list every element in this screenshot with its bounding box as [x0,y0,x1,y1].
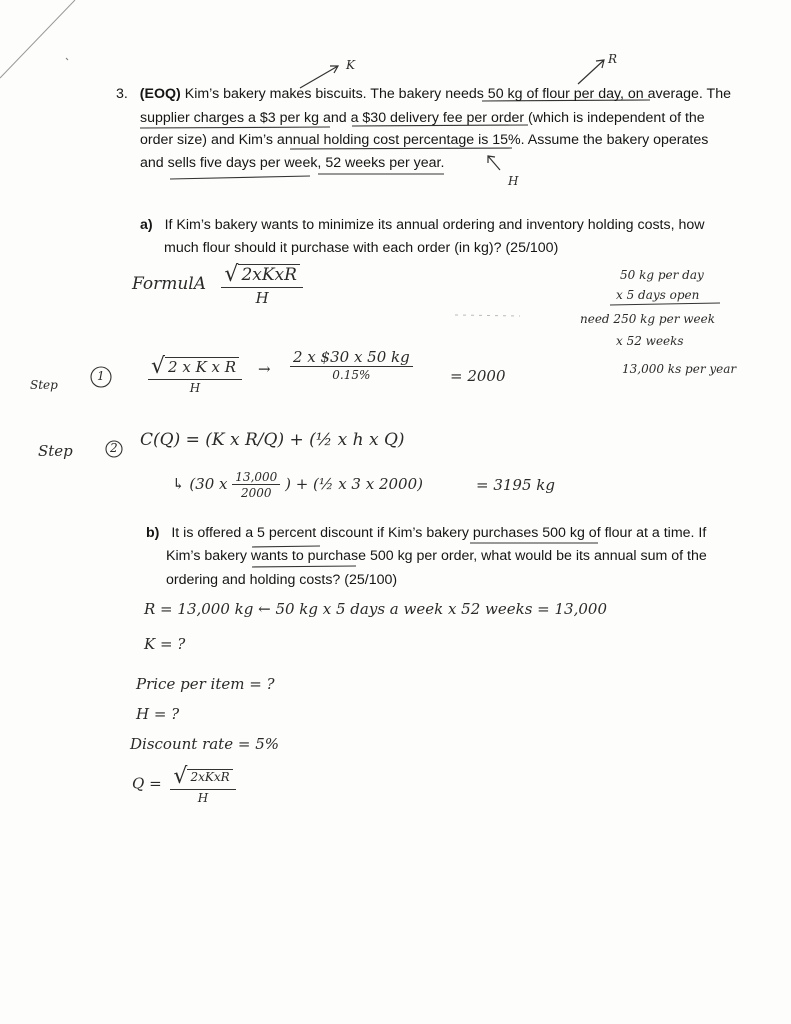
q-numerator: 2xKxR [187,769,232,784]
step2-calc-prefix: ↳ (30 x [172,475,228,493]
side-note-4: x 52 weeks [616,334,684,348]
step1-label: Step [30,378,58,392]
q-denominator: H [197,791,209,805]
underline-q4 [170,176,310,179]
part-b-text-3: ordering and holding costs? (25/100) [166,572,398,588]
question-text-2: supplier charges a $3 per kg and a $30 delivery fee per order (which is independent of the [140,110,705,126]
side-note-1: 50 kg per day [620,268,704,282]
annotation-h: H [508,174,519,188]
part-a-label: a) [140,217,153,233]
step2-label: Step [38,442,73,460]
step2-calc-denominator: 2000 [241,486,272,500]
formula-fraction: √ 2xKxR H [221,262,303,307]
side-note-rule [610,303,720,305]
work-b-h-line: H = ? [136,705,180,723]
step1-number: 1 [97,369,105,383]
step2-calc [172,470,423,500]
step1-rad-denominator: H [189,381,201,395]
formula-row [132,262,303,307]
step2-calc-rest: ) + (½ x 3 x 2000) [285,475,423,493]
formula-numerator: 2xKxR [238,264,300,285]
work-b-r-line: R = 13,000 kg ← 50 kg x 5 days a week x 52 weeks = 13,000 [144,600,608,618]
step1-calc-denominator: 0.15% [332,368,371,382]
step1-result: = 2000 [450,367,506,385]
step1-rad-numerator: 2 x K x R [165,357,239,376]
step1-calc [290,348,413,382]
arrow-to-h [488,156,500,170]
underline-q2a [140,127,330,128]
side-note-3: need 250 kg per week [580,312,715,326]
step2-number: 2 [110,441,118,455]
question-number: 3. [116,86,128,102]
question-text-4: and sells five days per week, 52 weeks per year. [140,155,445,171]
annotation-r: R [608,52,618,66]
work-b-q-row: Q = √ 2xKxR H [132,764,236,805]
part-b-line-1 [146,525,706,541]
work-b-price-line: Price per item = ? [136,675,275,693]
underline-q3 [290,148,512,149]
part-b-label: b) [146,525,160,541]
question-text-1: Kim’s bakery makes biscuits. The bakery needs 50 kg of flour per day, on average. The [184,86,731,102]
part-a-text-1: If Kim’s bakery wants to minimize its annual ordering and inventory holding costs, how [164,217,705,233]
scan-dash [455,315,520,316]
underline-b3 [252,566,356,567]
annotation-k: K [346,58,355,72]
step1-radical: √ 2 x K x R H [148,354,242,395]
question-title: (EOQ) [139,86,181,102]
step1-arrow: → [258,360,271,378]
work-b-k-line: K = ? [144,635,186,653]
arrow-to-k [300,66,338,88]
work-b-discount-line: Discount rate = 5% [130,735,279,753]
side-note-2: x 5 days open [616,288,700,302]
side-note-5: 13,000 ks per year [622,362,737,376]
step2-formula: C(Q) = (K x R/Q) + (½ x h x Q) [140,430,405,450]
formula-denominator: H [255,289,269,307]
step2-result: = 3195 kg [476,476,555,494]
part-b-text-2: Kim’s bakery wants to purchase 500 kg per order, what would be its annual sum of the [166,548,707,564]
question-line-1 [116,86,731,102]
q-label: Q = [132,774,162,793]
part-b-text-1: It is offered a 5 percent discount if Kim’s bakery purchases 500 kg of flour at a time. If [171,525,707,541]
scan-speck [66,58,68,60]
arrow-to-r [578,60,604,84]
step1-calc-numerator: 2 x $30 x 50 kg [290,348,413,367]
part-a-line-1 [140,217,705,233]
question-text-3: order size) and Kim’s annual holding cost percentage is 15%. Assume the bakery operates [140,132,709,148]
scan-corner-line [0,0,75,78]
formula-label: FormulA [132,274,207,294]
underline-b1 [252,546,320,547]
part-a-text-2: much flour should it purchase with each order (in kg)? (25/100) [164,240,559,256]
step2-calc-numerator: 13,000 [232,470,280,485]
